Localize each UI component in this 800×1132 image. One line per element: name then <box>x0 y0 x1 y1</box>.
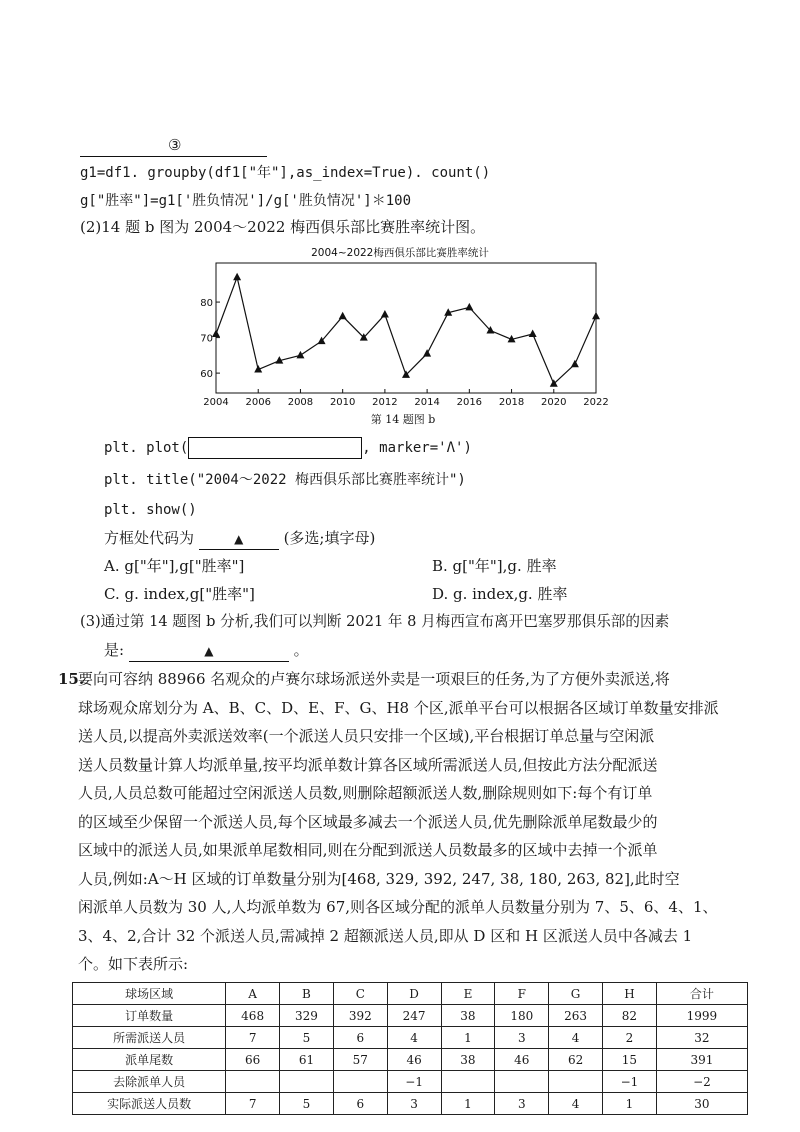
table-cell: 3 <box>387 1093 441 1115</box>
q2-intro: (2)14 题 b 图为 2004～2022 梅西俱乐部比赛胜率统计图。 <box>80 218 486 236</box>
data-point-2022 <box>592 312 600 320</box>
table-cell: 去除派单人员 <box>73 1071 226 1093</box>
plot-suffix: , marker='Λ') <box>362 440 472 456</box>
table-header-cell: E <box>441 983 495 1005</box>
table-header-cell: 合计 <box>656 983 747 1005</box>
blank-marker-3: ③ <box>168 136 182 154</box>
x-tick-label: 2004 <box>203 397 229 408</box>
x-tick-label: 2010 <box>329 397 356 408</box>
x-tick-label: 2022 <box>583 397 609 408</box>
q15-line: 个。如下表所示: <box>78 955 189 973</box>
data-point-2014 <box>423 349 431 357</box>
x-tick-label: 2014 <box>414 397 440 408</box>
table-cell: 5 <box>280 1093 334 1115</box>
data-point-2005 <box>233 273 241 281</box>
data-point-2010 <box>339 312 347 320</box>
blank-triangle-q3: ▲ <box>204 644 214 658</box>
q15-line: 区域中的派送人员,如果派单尾数相同,则在分配到派送人员数最多的区域中去掉一个派单 <box>78 841 658 859</box>
code-answer-box[interactable] <box>188 437 362 459</box>
q3-line2 <box>104 640 309 662</box>
table-cell: 15 <box>603 1049 657 1071</box>
table-cell <box>549 1071 603 1093</box>
q15-line: 人员,例如:A～H 区域的订单数量分别为[468, 329, 392, 247, 38, 180, 263, 82],此时空 <box>78 869 680 888</box>
table-cell: 263 <box>549 1005 603 1027</box>
table-header-row <box>73 983 748 1005</box>
x-tick-label: 2020 <box>541 397 567 408</box>
data-point-2004 <box>212 330 220 338</box>
table-cell: 392 <box>333 1005 387 1027</box>
box-code-prompt <box>104 528 375 550</box>
table-cell: 3 <box>495 1027 549 1049</box>
dispatch-table <box>72 982 748 1115</box>
table-cell: 32 <box>656 1027 747 1049</box>
table-cell: 所需派送人员 <box>73 1027 226 1049</box>
code-line-plot <box>104 437 472 459</box>
table-cell: 62 <box>549 1049 603 1071</box>
table-cell: 468 <box>226 1005 280 1027</box>
win-rate-chart <box>190 243 610 433</box>
x-tick-label: 2016 <box>456 397 483 408</box>
q15-line: 球场观众席划分为 A、B、C、D、E、F、G、H8 个区,派单平台可以根据各区域订单数量安排派 <box>78 698 719 717</box>
table-header-cell: D <box>387 983 441 1005</box>
table-cell: 391 <box>656 1049 747 1071</box>
table-row <box>73 1071 748 1093</box>
y-tick-label: 70 <box>200 333 213 345</box>
x-tick-label: 2018 <box>498 397 525 408</box>
x-tick-label: 2006 <box>245 397 271 408</box>
q15-line: 的区域至少保留一个派送人员,每个区域最多减去一个派送人员,优先删除派单尾数最少的 <box>78 812 658 831</box>
data-point-2019 <box>529 330 537 338</box>
table-row <box>73 1049 748 1071</box>
chart-title: 2004~2022梅西俱乐部比赛胜率统计 <box>311 247 489 259</box>
table-cell: 247 <box>387 1005 441 1027</box>
table-cell: 7 <box>226 1093 280 1115</box>
table-cell: −1 <box>603 1071 657 1093</box>
table-header-cell: G <box>549 983 603 1005</box>
table-cell: 1 <box>441 1027 495 1049</box>
table-header-cell: C <box>333 983 387 1005</box>
table-cell <box>495 1071 549 1093</box>
table-cell: 82 <box>603 1005 657 1027</box>
table-cell: −1 <box>387 1071 441 1093</box>
table-cell: 46 <box>495 1049 549 1071</box>
y-tick-label: 80 <box>200 298 213 310</box>
answer-blank-q3[interactable] <box>129 640 289 662</box>
plot-prefix: plt. plot( <box>104 440 189 456</box>
q15-number: 15. <box>58 670 85 688</box>
table-cell: 66 <box>226 1049 280 1071</box>
data-point-2012 <box>381 310 389 318</box>
chart-caption: 第 14 题图 b <box>370 413 436 426</box>
table-header-cell: B <box>280 983 334 1005</box>
x-tick-label: 2012 <box>372 397 398 408</box>
table-cell: 4 <box>549 1093 603 1115</box>
table-row <box>73 1093 748 1115</box>
table-header-cell: H <box>603 983 657 1005</box>
data-point-2020 <box>550 379 558 387</box>
table-cell: 4 <box>387 1027 441 1049</box>
option-c[interactable]: C. g. index,g["胜率"] <box>104 585 255 603</box>
q15-text <box>78 665 768 979</box>
option-b[interactable]: B. g["年"],g. 胜率 <box>432 557 557 575</box>
table-cell: 1999 <box>656 1005 747 1027</box>
table-cell: 57 <box>333 1049 387 1071</box>
table-header-cell: A <box>226 983 280 1005</box>
prompt-post: (多选;填字母) <box>283 529 376 547</box>
table-cell <box>226 1071 280 1093</box>
table-cell: 2 <box>603 1027 657 1049</box>
table-cell: 实际派送人员数 <box>73 1093 226 1115</box>
data-point-2008 <box>296 351 304 359</box>
q15-line: 3、4、2,合计 32 个派送人员,需减掉 2 超额派送人员,即从 D 区和 H 区派送人员中各减去 1 <box>78 926 693 945</box>
table-cell <box>441 1071 495 1093</box>
table-cell: 30 <box>656 1093 747 1115</box>
table-cell: 5 <box>280 1027 334 1049</box>
table-row <box>73 1005 748 1027</box>
table-header-cell: F <box>495 983 549 1005</box>
prompt-pre: 方框处代码为 <box>104 529 195 547</box>
q15-line: 送人员数量计算人均派单量,按平均派单数计算各区域所需派送人员,但按此方法分配派送 <box>78 755 658 774</box>
q3-pre: 是: <box>104 641 125 659</box>
table-cell: 329 <box>280 1005 334 1027</box>
table-cell: 4 <box>549 1027 603 1049</box>
table-cell <box>280 1071 334 1093</box>
q15-line: 闲派单人员数为 30 人,人均派单数为 67,则各区域分配的派单人员数量分别为 7、5、6、4、1、 <box>78 898 718 916</box>
code-line-groupby: g1=df1. groupby(df1["年"],as_index=True). count() <box>80 165 491 181</box>
table-cell: 38 <box>441 1049 495 1071</box>
table-cell: 1 <box>603 1093 657 1115</box>
table-cell: 订单数量 <box>73 1005 226 1027</box>
answer-blank-2[interactable] <box>199 528 279 550</box>
code-line-show: plt. show() <box>104 502 197 518</box>
table-cell: 6 <box>333 1027 387 1049</box>
option-d[interactable]: D. g. index,g. 胜率 <box>432 585 568 603</box>
data-point-2016 <box>465 303 473 311</box>
table-row <box>73 1027 748 1049</box>
data-point-2021 <box>571 360 579 368</box>
series-line <box>216 277 596 384</box>
x-tick-label: 2008 <box>287 397 314 408</box>
q3-post: 。 <box>293 641 309 659</box>
q3-line1: (3)通过第 14 题图 b 分析,我们可以判断 2021 年 8 月梅西宣布离开巴塞罗那俱乐部的因素 <box>80 613 670 630</box>
table-header-cell: 球场区域 <box>73 983 226 1005</box>
table-cell: 7 <box>226 1027 280 1049</box>
table-cell: −2 <box>656 1071 747 1093</box>
table-cell: 38 <box>441 1005 495 1027</box>
code-line-winrate: g["胜率"]=g1['胜负情况']/g['胜负情况']＊100 <box>80 193 412 209</box>
q15-line: 送人员,以提高外卖派送效率(一个派送人员只安排一个区域),平台根据订单总量与空闲派 <box>78 727 655 745</box>
q15-line: 人员,人员总数可能超过空闲派送人员数,则删除超额派送人数,删除规则如下:每个有订单 <box>78 784 653 802</box>
table-cell <box>333 1071 387 1093</box>
q15-line: 要向可容纳 88966 名观众的卢赛尔球场派送外卖是一项艰巨的任务,为了方便外卖派送,将 <box>78 670 670 688</box>
y-tick-label: 60 <box>200 369 213 381</box>
option-a[interactable]: A. g["年"],g["胜率"] <box>104 557 245 575</box>
blank-triangle: ▲ <box>234 532 244 546</box>
table-cell: 1 <box>441 1093 495 1115</box>
table-cell: 派单尾数 <box>73 1049 226 1071</box>
table-cell: 3 <box>495 1093 549 1115</box>
table-cell: 180 <box>495 1005 549 1027</box>
answer-blank-3 <box>80 136 267 157</box>
table-cell: 46 <box>387 1049 441 1071</box>
code-line-title: plt. title("2004～2022 梅西俱乐部比赛胜率统计") <box>104 472 466 488</box>
table-cell: 6 <box>333 1093 387 1115</box>
table-cell: 61 <box>280 1049 334 1071</box>
